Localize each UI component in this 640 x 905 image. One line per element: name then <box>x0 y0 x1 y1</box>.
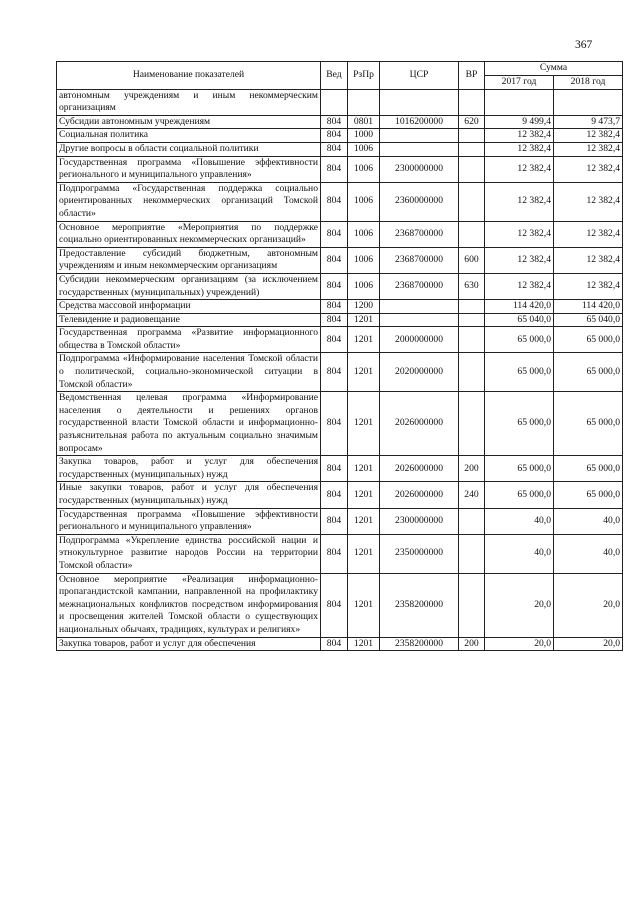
cell-name: Подпрограмма «Государственная поддержка социально ориентированных некоммерческих организаций Томской области» <box>57 182 321 221</box>
cell-rzpr: 1201 <box>348 573 380 637</box>
cell-rzpr: 1006 <box>348 247 380 273</box>
cell-ved: 804 <box>321 573 348 637</box>
cell-name: Предоставление субсидий бюджетным, автономным учреждениям и иным некоммерческим организациям <box>57 247 321 273</box>
table-header <box>57 62 623 90</box>
cell-csr: 2368700000 <box>380 221 459 247</box>
cell-name: Закупка товаров, работ и услуг для обеспечения <box>57 637 321 651</box>
header-year-2017: 2017 год <box>485 75 554 89</box>
cell-name: Другие вопросы в области социальной политики <box>57 142 321 156</box>
cell-vr <box>459 221 485 247</box>
cell-vr <box>459 508 485 534</box>
table-row <box>57 637 623 651</box>
table-row <box>57 456 623 482</box>
cell-ved: 804 <box>321 129 348 143</box>
header-sum: Сумма <box>485 62 623 76</box>
cell-vr <box>459 392 485 456</box>
cell-vr <box>459 156 485 182</box>
cell-ved: 804 <box>321 221 348 247</box>
cell-sum-2017: 12 382,4 <box>485 247 554 273</box>
cell-csr <box>380 142 459 156</box>
cell-name: Основное мероприятие «Реализация информационно-пропагандистской кампании, направленной на профилактику межнациональных конфликтов посредством информирования и просвещения жителей Томской области о существующих национальных обычаях, традициях, культурах и религиях» <box>57 573 321 637</box>
cell-sum-2017: 40,0 <box>485 508 554 534</box>
table-row <box>57 327 623 353</box>
cell-sum-2018: 12 382,4 <box>554 156 623 182</box>
cell-sum-2018: 20,0 <box>554 637 623 651</box>
cell-sum-2017: 65 000,0 <box>485 353 554 392</box>
cell-vr <box>459 182 485 221</box>
cell-csr <box>380 300 459 314</box>
cell-csr: 2368700000 <box>380 247 459 273</box>
table-row <box>57 115 623 129</box>
cell-sum-2018: 12 382,4 <box>554 273 623 299</box>
cell-rzpr: 1200 <box>348 300 380 314</box>
cell-sum-2018: 12 382,4 <box>554 221 623 247</box>
cell-csr: 2026000000 <box>380 482 459 508</box>
cell-sum-2017: 12 382,4 <box>485 156 554 182</box>
cell-vr <box>459 313 485 327</box>
cell-rzpr: 1201 <box>348 508 380 534</box>
cell-csr: 2300000000 <box>380 508 459 534</box>
cell-sum-2017: 12 382,4 <box>485 273 554 299</box>
table-row <box>57 273 623 299</box>
budget-table <box>56 61 623 651</box>
cell-rzpr: 1201 <box>348 534 380 573</box>
cell-csr <box>380 313 459 327</box>
header-rzpr: РзПр <box>348 62 380 90</box>
table-row <box>57 300 623 314</box>
cell-name: Государственная программа «Повышение эффективности регионального и муниципального управления» <box>57 508 321 534</box>
cell-sum-2017: 65 000,0 <box>485 456 554 482</box>
table-row <box>57 156 623 182</box>
cell-sum-2018: 65 000,0 <box>554 482 623 508</box>
table-row <box>57 508 623 534</box>
cell-vr: 620 <box>459 115 485 129</box>
cell-rzpr: 1006 <box>348 221 380 247</box>
table-row <box>57 142 623 156</box>
cell-ved: 804 <box>321 182 348 221</box>
cell-rzpr: 1006 <box>348 142 380 156</box>
cell-name: Государственная программа «Развитие информационного общества в Томской области» <box>57 327 321 353</box>
cell-ved: 804 <box>321 637 348 651</box>
cell-sum-2017: 9 499,4 <box>485 115 554 129</box>
cell-csr: 2360000000 <box>380 182 459 221</box>
cell-rzpr: 1201 <box>348 456 380 482</box>
cell-sum-2018: 12 382,4 <box>554 182 623 221</box>
cell-vr <box>459 300 485 314</box>
cell-ved: 804 <box>321 327 348 353</box>
cell-vr <box>459 353 485 392</box>
cell-csr <box>380 129 459 143</box>
cell-sum-2017: 40,0 <box>485 534 554 573</box>
cell-name: автономным учреждениям и иным некоммерческим организациям <box>57 89 321 115</box>
cell-name: Подпрограмма «Укрепление единства российской нации и этнокультурное развитие народов России на территории Томской области» <box>57 534 321 573</box>
table-row <box>57 392 623 456</box>
table-body <box>57 89 623 651</box>
cell-ved: 804 <box>321 313 348 327</box>
cell-ved: 804 <box>321 115 348 129</box>
cell-ved: 804 <box>321 534 348 573</box>
cell-name: Средства массовой информации <box>57 300 321 314</box>
cell-vr: 630 <box>459 273 485 299</box>
cell-sum-2017 <box>485 89 554 115</box>
cell-csr: 2358200000 <box>380 637 459 651</box>
cell-vr <box>459 327 485 353</box>
cell-vr <box>459 89 485 115</box>
table-row <box>57 182 623 221</box>
cell-sum-2018: 65 040,0 <box>554 313 623 327</box>
cell-ved: 804 <box>321 142 348 156</box>
cell-name: Социальная политика <box>57 129 321 143</box>
table-row <box>57 534 623 573</box>
cell-rzpr: 1006 <box>348 273 380 299</box>
cell-sum-2018: 65 000,0 <box>554 353 623 392</box>
cell-rzpr: 1201 <box>348 313 380 327</box>
page-number: 367 <box>575 39 593 51</box>
cell-rzpr: 1201 <box>348 353 380 392</box>
cell-csr: 2350000000 <box>380 534 459 573</box>
cell-ved: 804 <box>321 353 348 392</box>
cell-sum-2018: 65 000,0 <box>554 392 623 456</box>
cell-ved: 804 <box>321 456 348 482</box>
cell-rzpr: 1201 <box>348 392 380 456</box>
cell-ved: 804 <box>321 247 348 273</box>
header-csr: ЦСР <box>380 62 459 90</box>
cell-ved: 804 <box>321 300 348 314</box>
cell-name: Основное мероприятие «Мероприятия по поддержке социально ориентированных некоммерческих организаций» <box>57 221 321 247</box>
cell-vr <box>459 129 485 143</box>
cell-sum-2018: 20,0 <box>554 573 623 637</box>
cell-ved: 804 <box>321 482 348 508</box>
cell-rzpr: 1201 <box>348 482 380 508</box>
cell-name: Иные закупки товаров, работ и услуг для обеспечения государственных (муниципальных) нужд <box>57 482 321 508</box>
cell-csr: 2000000000 <box>380 327 459 353</box>
cell-sum-2017: 12 382,4 <box>485 142 554 156</box>
table-row <box>57 353 623 392</box>
cell-sum-2017: 20,0 <box>485 573 554 637</box>
cell-sum-2018: 40,0 <box>554 508 623 534</box>
table-row <box>57 89 623 115</box>
cell-sum-2018: 40,0 <box>554 534 623 573</box>
cell-csr: 2026000000 <box>380 456 459 482</box>
cell-sum-2018: 9 473,7 <box>554 115 623 129</box>
table-row <box>57 482 623 508</box>
cell-vr: 600 <box>459 247 485 273</box>
table-row <box>57 313 623 327</box>
header-vr: ВР <box>459 62 485 90</box>
header-name: Наименование показателей <box>57 62 321 90</box>
cell-name: Телевидение и радиовещание <box>57 313 321 327</box>
cell-vr: 200 <box>459 637 485 651</box>
cell-vr: 200 <box>459 456 485 482</box>
cell-rzpr: 1201 <box>348 327 380 353</box>
cell-name: Государственная программа «Повышение эффективности регионального и муниципального управления» <box>57 156 321 182</box>
cell-sum-2018: 65 000,0 <box>554 327 623 353</box>
cell-sum-2017: 12 382,4 <box>485 221 554 247</box>
cell-sum-2017: 65 000,0 <box>485 392 554 456</box>
cell-rzpr: 1201 <box>348 637 380 651</box>
table-row <box>57 247 623 273</box>
cell-sum-2017: 12 382,4 <box>485 182 554 221</box>
cell-sum-2018: 114 420,0 <box>554 300 623 314</box>
cell-sum-2018 <box>554 89 623 115</box>
cell-vr <box>459 142 485 156</box>
cell-ved: 804 <box>321 508 348 534</box>
cell-csr: 1016200000 <box>380 115 459 129</box>
cell-csr: 2368700000 <box>380 273 459 299</box>
cell-name: Субсидии автономным учреждениям <box>57 115 321 129</box>
cell-rzpr: 0801 <box>348 115 380 129</box>
cell-vr <box>459 573 485 637</box>
cell-rzpr: 1006 <box>348 182 380 221</box>
cell-ved: 804 <box>321 273 348 299</box>
cell-sum-2017: 65 000,0 <box>485 327 554 353</box>
cell-sum-2018: 65 000,0 <box>554 456 623 482</box>
cell-sum-2017: 65 000,0 <box>485 482 554 508</box>
cell-vr: 240 <box>459 482 485 508</box>
table-row <box>57 221 623 247</box>
cell-name: Субсидии некоммерческим организациям (за исключением государственных (муниципальных) учреждений) <box>57 273 321 299</box>
cell-csr <box>380 89 459 115</box>
cell-csr: 2020000000 <box>380 353 459 392</box>
cell-name: Подпрограмма «Информирование населения Томской области о политической, социально-экономической ситуации в Томской области» <box>57 353 321 392</box>
table-row <box>57 129 623 143</box>
cell-sum-2017: 114 420,0 <box>485 300 554 314</box>
cell-sum-2018: 12 382,4 <box>554 247 623 273</box>
cell-rzpr: 1000 <box>348 129 380 143</box>
cell-vr <box>459 534 485 573</box>
cell-ved: 804 <box>321 156 348 182</box>
cell-sum-2017: 12 382,4 <box>485 129 554 143</box>
cell-sum-2017: 20,0 <box>485 637 554 651</box>
header-year-2018: 2018 год <box>554 75 623 89</box>
cell-name: Закупка товаров, работ и услуг для обеспечения государственных (муниципальных) нужд <box>57 456 321 482</box>
table-row <box>57 573 623 637</box>
cell-sum-2018: 12 382,4 <box>554 142 623 156</box>
cell-name: Ведомственная целевая программа «Информирование населения о деятельности и решениях органов государственной власти Томской области и информационно-разъяснительная работа по актуальным социально значимым вопросам» <box>57 392 321 456</box>
cell-sum-2018: 12 382,4 <box>554 129 623 143</box>
cell-ved: 804 <box>321 392 348 456</box>
cell-sum-2017: 65 040,0 <box>485 313 554 327</box>
cell-csr: 2300000000 <box>380 156 459 182</box>
header-ved: Вед <box>321 62 348 90</box>
cell-rzpr <box>348 89 380 115</box>
cell-rzpr: 1006 <box>348 156 380 182</box>
cell-ved <box>321 89 348 115</box>
cell-csr: 2358200000 <box>380 573 459 637</box>
cell-csr: 2026000000 <box>380 392 459 456</box>
